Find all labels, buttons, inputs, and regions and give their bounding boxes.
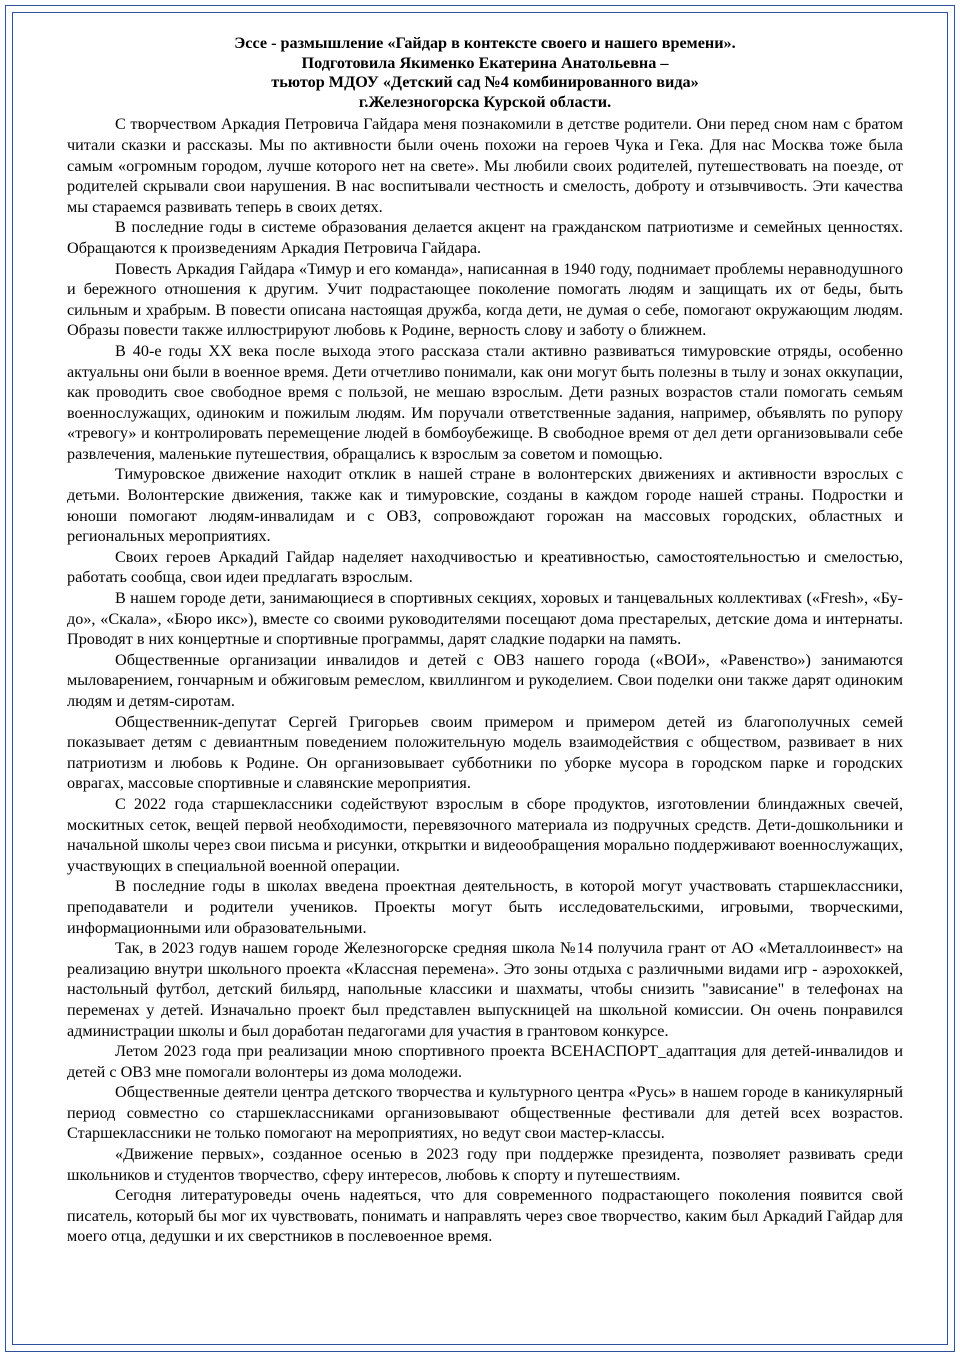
paragraph: В нашем городе дети, занимающиеся в спортивных секциях, хоровых и танцевальных коллективах («Fresh», «Бу-до», «Скала», «Бюро икс»), вместе со своими руководителями посещают дома престарелых, детские дома и интернаты. Проводят в них концертные и спортивные программы, дарят сладкие подарки на память. (67, 589, 903, 649)
paragraph: «Движение первых», созданное осенью в 2023 году при поддержке президента, позволяет развивать среди школьников и студентов творчество, сферу интересов, любовь к спорту и путешествиям. (67, 1145, 903, 1184)
essay-body (67, 114, 903, 1247)
paragraph: Тимуровское движение находит отклик в нашей стране в волонтерских движениях и активности взрослых с детьми. Волонтерские движения, также как и тимуровские, созданы в каждом городе нашей страны. Подростки и юноши помогают людям-инвалидам и с ОВЗ, сопровождают горожан на массовых городских, областных и региональных мероприятиях. (67, 465, 903, 546)
paragraph: Повесть Аркадия Гайдара «Тимур и его команда», написанная в 1940 году, поднимает проблемы неравнодушного и бережного отношения к другим. Учит подрастающее поколение помогать людям и защищать их от беды, быть сильным и храбрым. В повести описана настоящая дружба, когда дети, не думая о себе, помогают окружающим людям. Образы повести также иллюстрируют любовь к Родине, верность слову и заботу о ближнем. (67, 259, 903, 340)
paragraph: Общественные организации инвалидов и детей с ОВЗ нашего города («ВОИ», «Равенство») занимаются мыловарением, гончарным и обжиговым ремеслом, квиллингом и рукоделием. Свои поделки они также дарят одиноким людям и детям-сиротам. (67, 650, 903, 710)
paragraph: Летом 2023 года при реализации мною спортивного проекта ВСЕНАСПОРТ_адаптация для детей-инвалидов и детей с ОВЗ мне помогали волонтеры из дома молодежи. (67, 1042, 903, 1081)
essay-title: Эссе - размышление «Гайдар в контексте своего и нашего времени». (234, 34, 736, 52)
document-page (67, 34, 903, 1247)
paragraph: В последние годы в школах введена проектная деятельность, в которой могут участвовать старшеклассники, преподаватели и родители учеников. Проекты могут быть исследовательскими, игровыми, творческими, информационными или образовательными. (67, 877, 903, 937)
author-line: Подготовила Якименко Екатерина Анатольевна – (301, 53, 669, 72)
paragraph: В последние годы в системе образования делается акцент на гражданском патриотизме и семейных ценностях. Обращаются к произведениям Аркадия Петровича Гайдара. (67, 218, 903, 257)
paragraph: Сегодня литературоведы очень надеяться, что для современного подрастающего поколения появится свой писатель, который бы мог их чувствовать, понимать и направлять через свое творчество, каким был Аркадий Гайдар для моего отца, дедушки и их сверстников в послевоенное время. (67, 1186, 903, 1246)
author-position: тьютор МДОУ «Детский сад №4 комбинированного вида» (271, 73, 699, 92)
paragraph: Общественные деятели центра детского творчества и культурного центра «Русь» в нашем городе в каникулярный период совместно со старшеклассниками организовывают общественные фестивали для детей всех возрастов. Старшеклассники не только помогают на мероприятиях, но ведут свои мастер-классы. (67, 1083, 903, 1143)
paragraph: В 40-е годы XX века после выхода этого рассказа стали активно развиваться тимуровские отряды, особенно актуальны они были в военное время. Дети отчетливо понимали, как они могут быть полезны в тылу и зонах оккупации, как проводить свое свободное время с пользой, не мешаю взрослым. Дети разных возрастов стали помогать семьям военнослужащих, одиноким и пожилым людям. Им поручали ответственные задания, например, объявлять по рупору «тревогу» и контролировать перемещение людей в бомбоубежище. В свободное время от дел дети организовывали себе развлечения, маленькие путешествия, обращались к взрослым за советом и помощью. (67, 341, 904, 463)
paragraph: С творчеством Аркадия Петровича Гайдара меня познакомили в детстве родители. Они перед сном нам с братом читали сказки и рассказы. Мы по активности были очень похожи на героев Чука и Гека. Для нас Москва тоже была самым «огромным городом, лучше которого нет на свете». Мы любили своих родителей, путешествовать на поезде, от родителей скрывали свои нарушения. В нас воспитывали честность и смелость, доброту и отзывчивость. Эти качества мы стараемся развивать теперь в своих детях. (67, 115, 903, 216)
document-heading (67, 34, 903, 112)
paragraph: Так, в 2023 годув нашем городе Железногорске средняя школа №14 получила грант от АО «Металлоинвест» на реализацию внутри школьного проекта «Классная перемена». Это зоны отдыха с различными видами игр - аэрохоккей, настольный футбол, детский бильярд, напольные классики и шахматы, чтобы снизить "зависание" в телефонах на переменах у детей. Изначально проект был представлен выпускницей на школьной комиссии. Он очень понравился администрации школы и был доработан педагогами для участия в грантовом конкурсе. (67, 939, 903, 1040)
paragraph: Своих героев Аркадий Гайдар наделяет находчивостью и креативностью, самостоятельностью и смелостью, работать сообща, свои идеи предлагать взрослым. (67, 547, 903, 587)
paragraph: С 2022 года старшеклассники содействуют взрослым в сборе продуктов, изготовлении блиндажных свечей, москитных сеток, вещей первой необходимости, перевязочного материала из подручных средств. Дети-дошкольники и начальной школы через свои письма и рисунки, открытки и видеообращения морально поддерживают военнослужащих, участвующих в специальной военной операции. (67, 794, 903, 875)
paragraph: Общественник-депутат Сергей Григорьев своим примером и примером детей из благополучных семей показывает детям с девиантным поведением положительную модель взаимодействия с обществом, развивает в них патриотизм и любовь к Родине. Он организовывает субботники по уборке мусора в городском парке и городских оврагах, массовые спортивные и славянские мероприятия. (67, 712, 903, 793)
author-location: г.Железногорска Курской области. (358, 92, 612, 111)
